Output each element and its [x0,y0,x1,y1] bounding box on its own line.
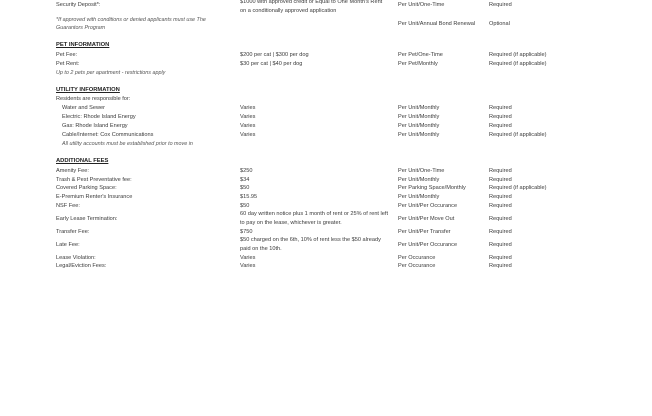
fee-label: Transfer Fee: [56,229,90,235]
fee-label: Lease Violation: [56,255,96,261]
fee-amount: $50 [240,185,250,191]
fee-label: E-Premium Renter's Insurance [56,194,133,200]
fee-frequency: Per Unit/One-Time [398,2,445,8]
utility-information-heading: UTILITY INFORMATION [56,87,120,93]
fee-required: Required [489,255,512,261]
fee-frequency: Per Unit/Monthly [398,132,440,138]
fee-label: NSF Fee: [56,203,80,209]
fee-required: Required [489,263,512,269]
fee-required: Required (if applicable) [489,52,547,58]
fee-frequency: Per Unit/Per Occurance [398,242,458,248]
fee-amount: Varies [240,105,256,111]
fee-frequency: Per Pet/One-Time [398,52,443,58]
fee-label: Gas: Rhode Island Energy [62,123,128,129]
utility-note: All utility accounts must be established prior to move in [62,141,193,147]
table-row [0,236,652,256]
fee-frequency: Per Pet/Monthly [398,61,438,67]
fee-required: Required [489,114,512,120]
fee-frequency: Per Unit/Per Move Out [398,216,455,222]
pet-note: Up to 2 pets per apartment - restrictions apply [56,70,166,76]
fee-required: Required [489,229,512,235]
fee-label: Water and Sewer [62,105,106,111]
fee-amount: Varies [240,123,256,129]
fee-amount: $50 [240,203,250,209]
fee-frequency: Per Unit/One-Time [398,168,445,174]
fee-amount: Varies [240,132,256,138]
fee-required: Required (if applicable) [489,132,547,138]
additional-fees-heading: ADDITIONAL FEES [56,158,109,164]
fee-amount: $34 [240,177,250,183]
fee-required: Required (if applicable) [489,61,547,67]
fee-required: Required [489,123,512,129]
fee-required: Required [489,177,512,183]
fee-label: Security Deposit*: [56,2,101,8]
fee-required: Required (if applicable) [489,185,547,191]
fee-label: Pet Rent: [56,61,80,67]
fee-frequency: Per Occurance [398,263,436,269]
fee-label: Covered Parking Space: [56,185,117,191]
fee-amount: $250 [240,168,253,174]
pet-information-heading: PET INFORMATION [56,42,110,48]
fee-frequency: Per Unit/Monthly [398,123,440,129]
fee-amount: $15.95 [240,194,258,200]
fee-frequency: Per Unit/Monthly [398,194,440,200]
fee-amount: $750 [240,229,253,235]
security-note-frequency: Per Unit/Annual Bond Renewal [398,21,476,27]
fee-label: Early Lease Termination: [56,216,118,222]
fee-label: Late Fee: [56,242,80,248]
fee-label: Cable/Internet: Cox Communications [62,132,154,138]
fee-amount: Varies [240,114,256,120]
fee-amount: Varies [240,255,256,261]
fee-required: Required [489,168,512,174]
fee-amount: $30 per cat | $40 per dog [240,61,303,67]
fee-label: Pet Fee: [56,52,78,58]
fee-required: Required [489,242,512,248]
fee-label: Legal/Eviction Fees: [56,263,107,269]
fee-required: Required [489,2,512,8]
utility-intro: Residents are responsible for: [56,96,131,102]
fee-frequency: Per Unit/Per Transfer [398,229,451,235]
table-row [0,262,652,280]
fee-required: Required [489,203,512,209]
fee-label: Trash & Pest Preventative fee: [56,177,132,183]
security-note-required: Optional [489,21,510,27]
fee-frequency: Per Unit/Monthly [398,177,440,183]
fee-frequency: Per Unit/Monthly [398,114,440,120]
fee-frequency: Per Occurance [398,255,436,261]
fee-required: Required [489,216,512,222]
fee-frequency: Per Unit/Per Occurance [398,203,458,209]
fee-frequency: Per Parking Space/Monthly [398,185,466,191]
fee-label: Electric: Rhode Island Energy [62,114,136,120]
fee-amount: $200 per cat | $300 per dog [240,52,309,58]
fee-amount: 60 day written notice plus 1 month of rent or 25% of rent left to pay on the lease, whichever is greater. [240,211,389,226]
security-note: *If approved with conditions or denied applicants must use The Guarantors Program [56,17,206,31]
fee-frequency: Per Unit/Monthly [398,105,440,111]
fee-required: Required [489,105,512,111]
fee-required: Required [489,194,512,200]
table-row [0,210,652,230]
fee-label: Amenity Fee: [56,168,89,174]
fee-amount: $1000 with approved credit or Equal to One Month's Rent on a conditionally approved application [240,0,383,14]
fee-amount: Varies [240,263,256,269]
fee-amount: $50 charged on the 6th, 10% of rent less the $50 already paid on the 10th. [240,237,381,252]
